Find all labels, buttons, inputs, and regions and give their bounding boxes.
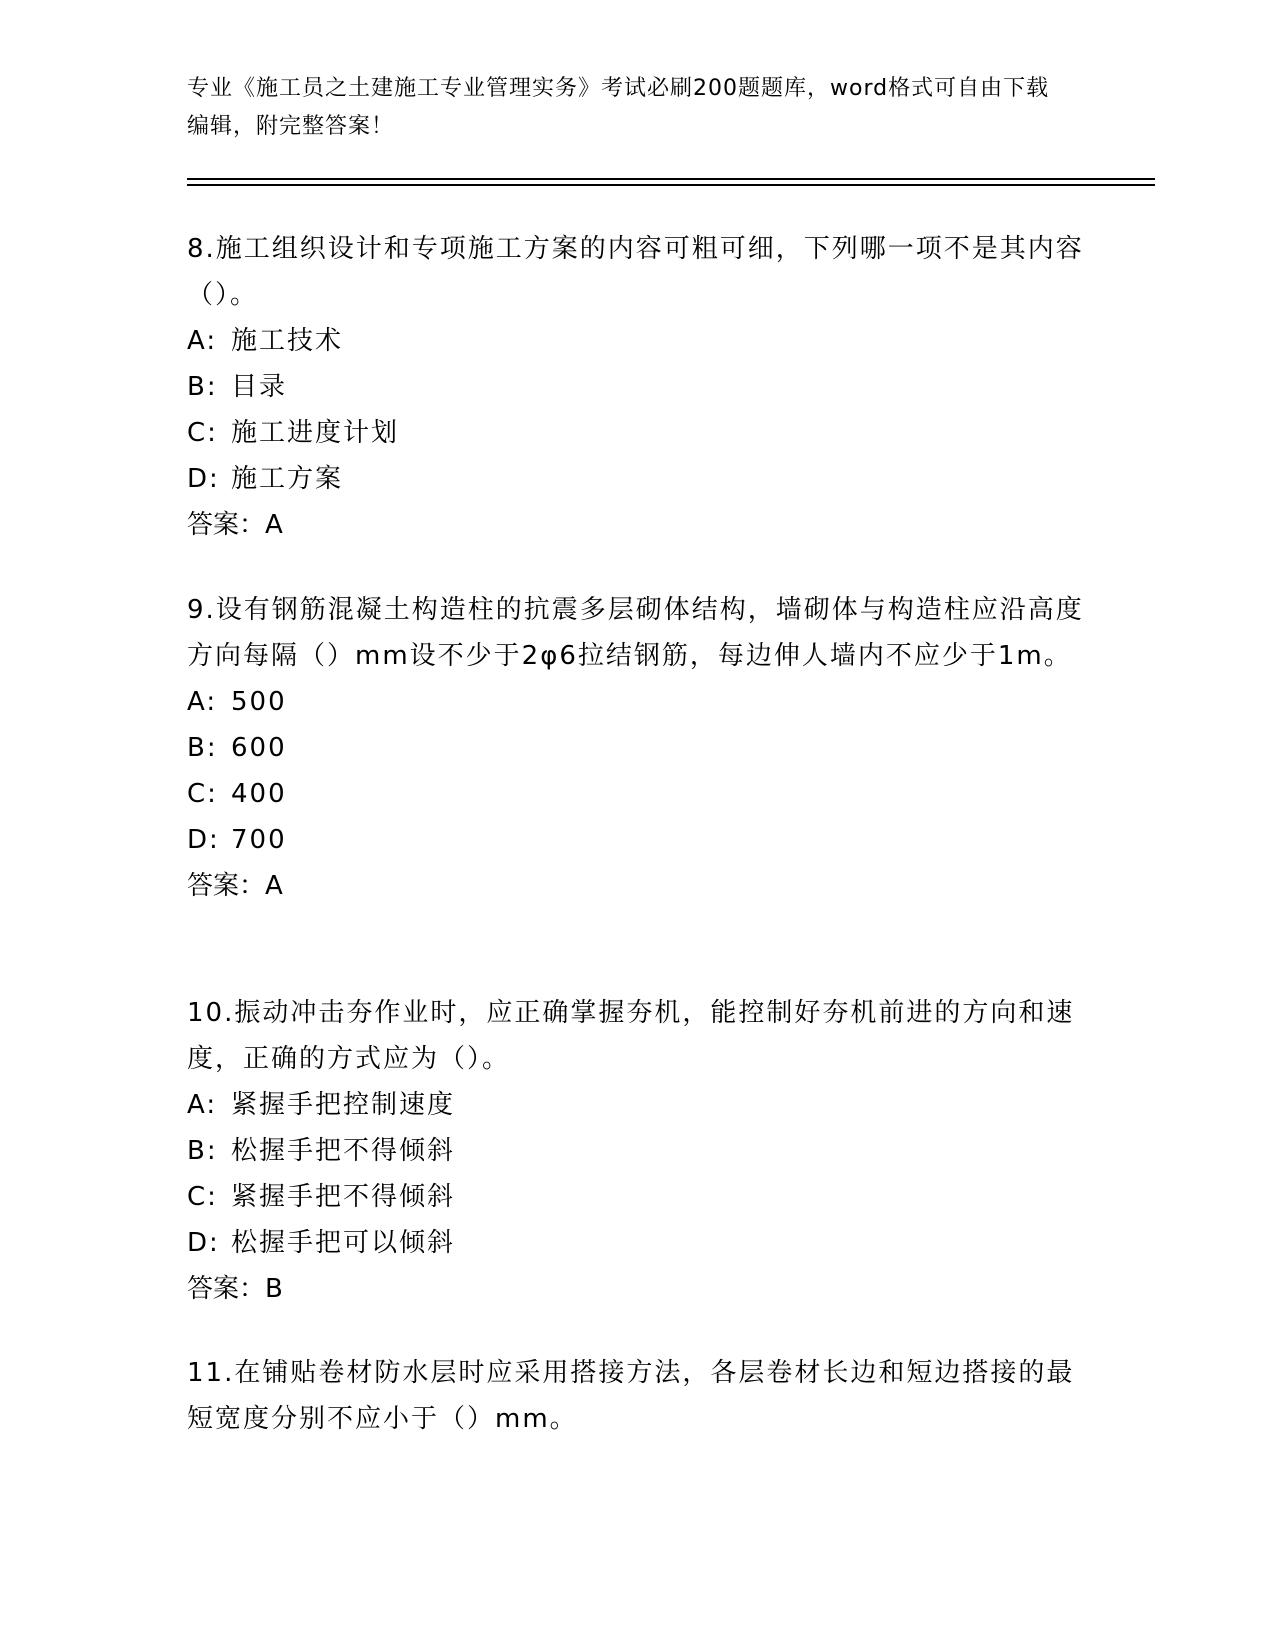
option-d <box>187 456 1087 502</box>
document-header: 专业《施工员之土建施工专业管理实务》考试必刷200题题库，word格式可自由下载编辑，附完整答案！ <box>187 76 1050 139</box>
option-text: 松握手把不得倾斜 <box>231 1136 456 1166</box>
option-key: B: <box>187 733 218 763</box>
question-10 <box>187 990 1087 1312</box>
option-key: C: <box>187 418 218 448</box>
option-text: 400 <box>231 779 287 809</box>
question-stem: 11.在铺贴卷材防水层时应采用搭接方法，各层卷材长边和短边搭接的最短宽度分别不应小于（）mm。 <box>187 1358 1075 1434</box>
option-text: 700 <box>231 825 287 855</box>
option-d <box>187 817 1087 863</box>
option-a <box>187 318 1087 364</box>
option-key: B: <box>187 1136 218 1166</box>
option-key: D: <box>187 464 220 494</box>
option-text: 600 <box>231 733 287 763</box>
option-text: 紧握手把控制速度 <box>231 1090 456 1120</box>
option-key: C: <box>187 779 218 809</box>
option-key: A: <box>187 687 218 717</box>
question-stem: 10.振动冲击夯作业时，应正确掌握夯机，能控制好夯机前进的方向和速度，正确的方式应为（）。 <box>187 998 1075 1074</box>
option-key: D: <box>187 1228 220 1258</box>
answer: 答案：A <box>187 510 283 540</box>
option-b <box>187 364 1087 410</box>
option-text: 施工进度计划 <box>231 418 400 448</box>
question-8 <box>187 226 1087 548</box>
question-stem: 8.施工组织设计和专项施工方案的内容可粗可细，下列哪一项不是其内容（）。 <box>187 234 1084 310</box>
option-key: B: <box>187 372 218 402</box>
option-c <box>187 1174 1087 1220</box>
question-stem: 9.设有钢筋混凝土构造柱的抗震多层砌体结构，墙砌体与构造柱应沿高度方向每隔（）mm设不少于2φ6拉结钢筋，每边伸人墙内不应少于1m。 <box>187 595 1084 671</box>
question-9 <box>187 587 1087 909</box>
option-key: D: <box>187 825 220 855</box>
option-b <box>187 725 1087 771</box>
option-key: A: <box>187 326 218 356</box>
option-text: 目录 <box>231 372 288 402</box>
option-c <box>187 771 1087 817</box>
option-text: 施工方案 <box>231 464 344 494</box>
option-text: 施工技术 <box>231 326 344 356</box>
question-11 <box>187 1350 1087 1442</box>
option-d <box>187 1220 1087 1266</box>
header-divider-bottom <box>187 184 1155 186</box>
option-a <box>187 1082 1087 1128</box>
option-text: 500 <box>231 687 287 717</box>
option-key: C: <box>187 1182 218 1212</box>
option-a <box>187 679 1087 725</box>
option-key: A: <box>187 1090 218 1120</box>
option-c <box>187 410 1087 456</box>
answer: 答案：B <box>187 1274 283 1304</box>
answer: 答案：A <box>187 871 283 901</box>
option-b <box>187 1128 1087 1174</box>
header-divider-top <box>187 178 1155 180</box>
option-text: 紧握手把不得倾斜 <box>231 1182 456 1212</box>
option-text: 松握手把可以倾斜 <box>231 1228 456 1258</box>
